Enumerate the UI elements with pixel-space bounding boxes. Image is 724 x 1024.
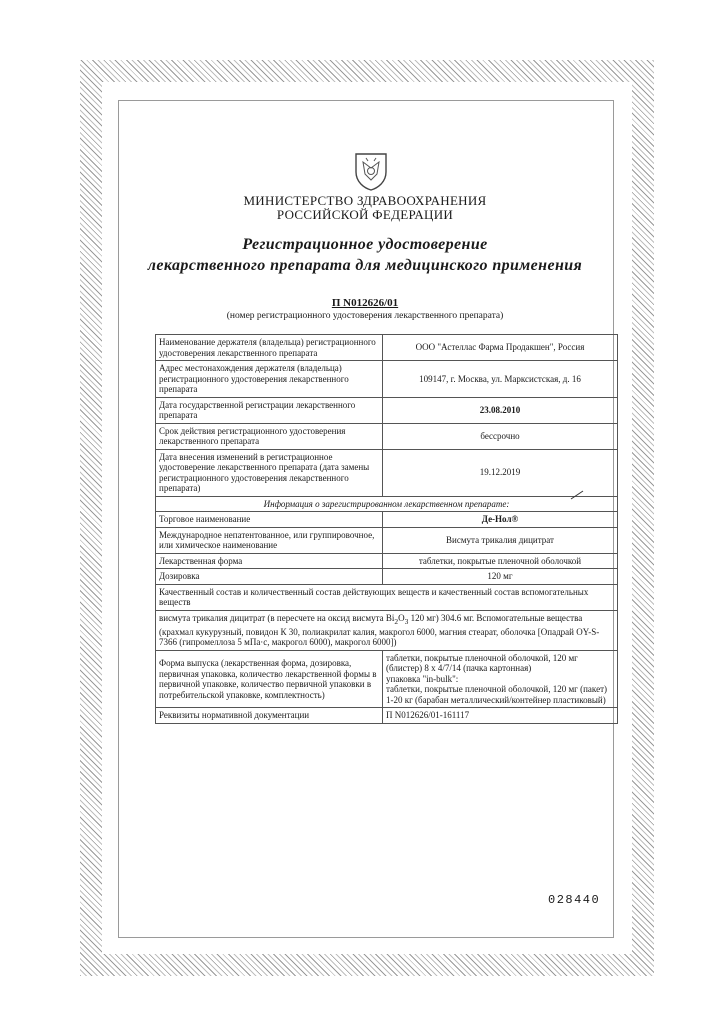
table-row — [156, 449, 618, 496]
address-value: 109147, г. Москва, ул. Марксистская, д. 16 — [383, 361, 618, 398]
composition-sub-2: 2 — [394, 616, 399, 626]
release-value — [383, 650, 618, 708]
form-value: таблетки, покрытые пленочной оболочкой — [383, 553, 618, 569]
validity-label: Срок действия регистрационного удостоверения лекарственного препарата — [156, 423, 383, 449]
dosage-label: Дозировка — [156, 569, 383, 585]
title-line-1: Регистрационное удостоверение — [242, 236, 488, 253]
composition-sub-3: 3 — [404, 616, 409, 626]
registration-number-caption: (номер регистрационного удостоверения лекарственного препарата) — [226, 311, 504, 321]
composition-text-c: 120 мг) 304.6 мг. Вспомогательные вещества (крахмал кукурузный, повидон К 30, полиакрилат калия, макрогол 6000, магния стеарат, оболочка [Опадрай OY-S-7366 (гипромеллоза 5 мПа·с, макрогол 6000), макрогол 6000]) — [159, 612, 600, 648]
dosage-value: 120 мг — [383, 569, 618, 585]
release-line-3: таблетки, покрытые пленочной оболочкой, 120 мг (пакет) 1-20 кг (барабан металлический/контейнер пластиковый) — [386, 684, 608, 705]
table-row — [156, 496, 618, 512]
pen-mark-icon — [570, 490, 584, 500]
table-row — [156, 584, 618, 610]
reg-date-value: 23.08.2010 — [383, 397, 618, 423]
validity-value: бессрочно — [383, 423, 618, 449]
table-row — [156, 708, 618, 724]
registration-table — [155, 334, 618, 724]
inn-label: Международное непатентованное, или группировочное, или химическое наименование — [156, 527, 383, 553]
info-header: Информация о зарегистрированном лекарственном препарате: — [156, 496, 618, 512]
release-line-1: таблетки, покрытые пленочной оболочкой, 120 мг (блистер) 8 x 4/7/14 (пачка картонная) — [386, 652, 578, 674]
ministry-line-1: МИНИСТЕРСТВО ЗДРАВООХРАНЕНИЯ — [243, 193, 487, 208]
trade-name-value: Де-Нол® — [383, 512, 618, 528]
holder-value: ООО "Астеллас Фарма Продакшен", Россия — [383, 335, 618, 361]
address-label: Адрес местонахождения держателя (владельца) регистрационного удостоверения лекарственного препарата — [156, 361, 383, 398]
requisites-value: П N012626/01-161117 — [383, 708, 618, 724]
table-row — [156, 650, 618, 708]
title-line-2: лекарственного препарата для медицинского применения — [147, 257, 583, 274]
table-row — [156, 361, 618, 398]
composition-value — [156, 610, 618, 650]
document-title — [140, 234, 590, 276]
composition-text-b: O — [398, 612, 405, 623]
table-row — [156, 397, 618, 423]
composition-text-a: висмута трикалия дицитрат (в пересчете на оксид висмута Bi — [159, 612, 395, 623]
table-row — [156, 527, 618, 553]
change-date-value: 19.12.2019 — [383, 449, 618, 496]
change-date-label: Дата внесения изменений в регистрационное удостоверение лекарственного препарата (дата замены регистрационного удостоверения лекарственного препарата) — [156, 449, 383, 496]
ministry-name — [150, 194, 580, 222]
form-label: Лекарственная форма — [156, 553, 383, 569]
table-row — [156, 569, 618, 585]
table-row — [156, 512, 618, 528]
table-row — [156, 335, 618, 361]
table-row — [156, 553, 618, 569]
ministry-line-2: РОССИЙСКОЙ ФЕДЕРАЦИИ — [276, 207, 454, 222]
registration-number: П N012626/01 — [331, 297, 399, 309]
serial-number: 028440 — [548, 893, 601, 907]
trade-name-label: Торговое наименование — [156, 512, 383, 528]
release-line-2: упаковка "in-bulk": — [386, 673, 459, 684]
reg-date-label: Дата государственной регистрации лекарственного препарата — [156, 397, 383, 423]
table-row — [156, 423, 618, 449]
composition-header: Качественный состав и количественный состав действующих веществ и качественный состав вспомогательных веществ — [156, 584, 618, 610]
table-row — [156, 610, 618, 650]
holder-label: Наименование держателя (владельца) регистрационного удостоверения лекарственного препарата — [156, 335, 383, 361]
coat-of-arms-icon — [352, 150, 390, 192]
inn-value: Висмута трикалия дицитрат — [383, 527, 618, 553]
requisites-label: Реквизиты нормативной документации — [156, 708, 383, 724]
release-label: Форма выпуска (лекарственная форма, дозировка, первичная упаковка, количество лекарственной формы в первичной упаковке, количество первичной упаковки в потребительской упаковке, комплектность) — [156, 650, 383, 708]
